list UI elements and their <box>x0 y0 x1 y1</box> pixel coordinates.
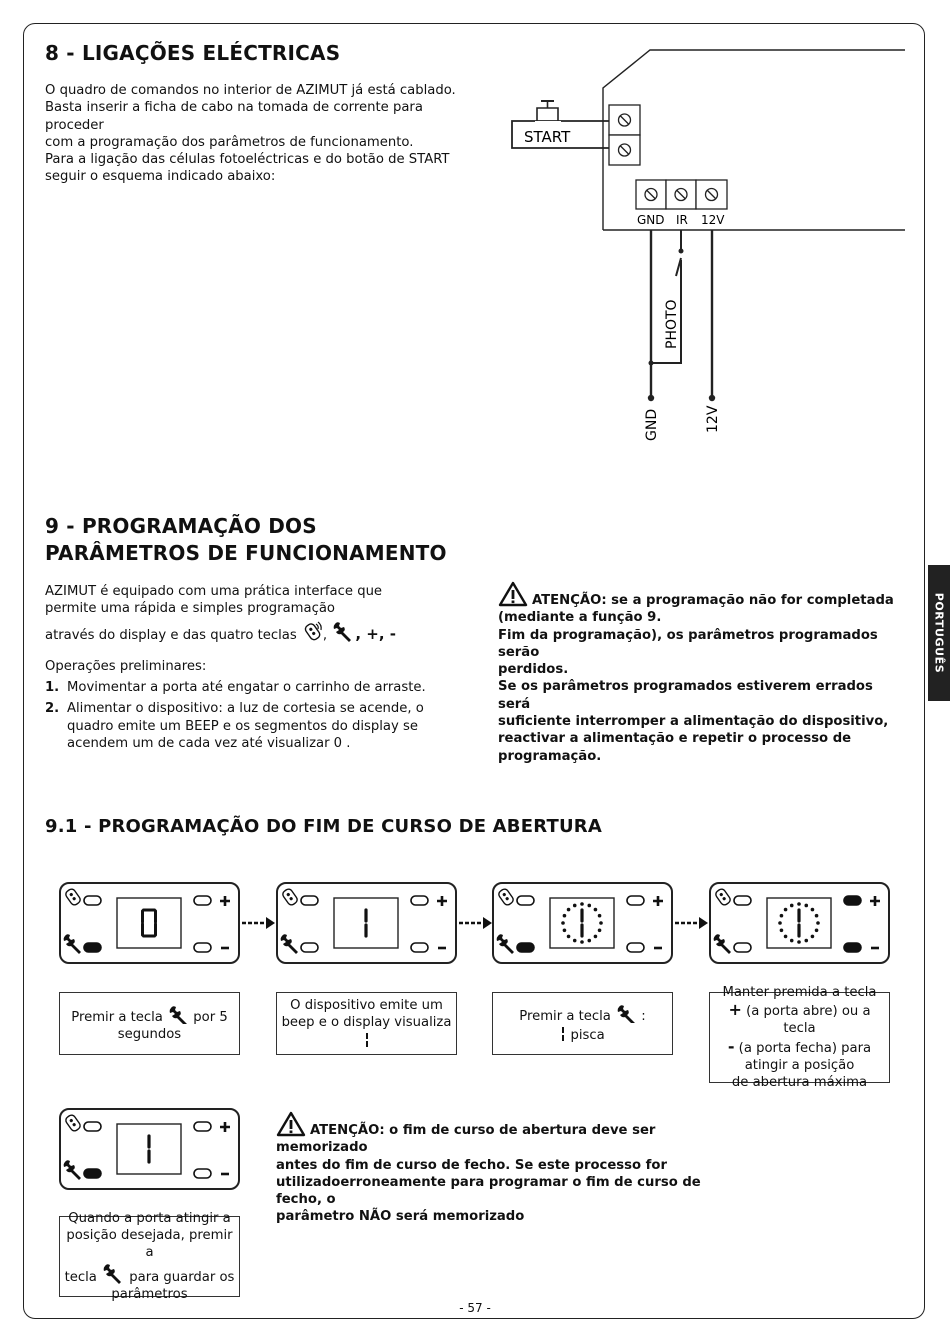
display <box>117 898 181 948</box>
panel-sequence <box>0 878 950 973</box>
blink-dot <box>790 904 794 908</box>
blink-dot <box>784 935 788 939</box>
blink-dot <box>567 935 571 939</box>
blink-dot <box>573 939 577 943</box>
wrench-icon <box>167 1004 189 1024</box>
blink-dot <box>778 921 782 925</box>
digit-one-icon <box>560 1026 566 1042</box>
section-8-title: 8 - LIGAÇÕES ELÉCTRICAS <box>45 41 341 65</box>
caption-step-3: Premir a tecla : pisca <box>492 992 673 1055</box>
blink-dot <box>573 904 577 908</box>
caption-step-4: Manter premida a tecla + (a porta abre) ou a tecla - (a porta fecha) para atingir a posição de abertura máxima <box>709 992 890 1083</box>
remote-indicator <box>84 896 101 905</box>
display <box>117 1124 181 1174</box>
terminal-label-gnd: GND <box>637 213 665 227</box>
title-line: PARÂMETROS DE FUNCIONAMENTO <box>45 541 447 565</box>
text-line: Para a ligação das células fotoeléctricas e do botão de START <box>45 152 450 168</box>
plus-indicator <box>194 1122 211 1131</box>
caption-final: Quando a porta atingir a posição desejada, premir a tecla para guardar os parâmetros <box>59 1216 240 1297</box>
text-line: permite uma rápida e simples programação <box>45 601 335 617</box>
control-panel <box>60 883 239 963</box>
warning-end-stop: ATENÇÃO: o fim de curso de abertura deve ser memorizado antes do fim de curso de fecho. Se este processo for utilizadoerroneamente para programar o fim de curso de fecho, o parâmetro NÃO será memorizado <box>276 1111 746 1226</box>
blink-dot <box>780 914 784 918</box>
wrench-icon <box>331 620 355 642</box>
minus-indicator <box>194 943 211 952</box>
wrench-indicator <box>734 943 751 952</box>
blink-dot <box>815 928 819 932</box>
warning-icon <box>498 581 528 607</box>
control-panel <box>60 1109 239 1189</box>
wrench-indicator <box>84 943 101 952</box>
minus-indicator <box>194 1169 211 1178</box>
control-panel <box>710 883 889 963</box>
blink-dot <box>594 908 598 912</box>
list-item: 1. Movimentar a porta até engatar o carrinho de arraste. <box>45 680 426 696</box>
blink-dot <box>811 908 815 912</box>
blink-dot <box>587 939 591 943</box>
blink-dot <box>580 902 584 906</box>
blink-dot <box>580 940 584 944</box>
remote-indicator <box>734 896 751 905</box>
blink-dot <box>790 939 794 943</box>
text-line: AZIMUT é equipado com uma prática interface que <box>45 584 383 599</box>
text-line: seguir o esquema indicado abaixo: <box>45 169 276 185</box>
control-panel <box>277 883 456 963</box>
blink-dot <box>563 914 567 918</box>
blink-dot <box>804 939 808 943</box>
display <box>334 898 398 948</box>
ops-list <box>45 679 450 752</box>
blink-dot <box>599 921 603 925</box>
blink-dot <box>563 928 567 932</box>
remote-indicator <box>517 896 534 905</box>
page-number: - 57 - <box>459 1301 491 1315</box>
wrench-icon <box>101 1262 125 1284</box>
text-line: através do display e das quatro teclas , , +, - <box>45 620 465 644</box>
remote-key-icon <box>301 620 323 642</box>
minus-indicator <box>411 943 428 952</box>
text-line: Basta inserir a ficha de cabo na tomada de corrente para proceder <box>45 100 423 133</box>
blink-dot <box>561 921 565 925</box>
caption-step-1: Premir a tecla por 5 segundos <box>59 992 240 1055</box>
wrench-indicator <box>84 1169 101 1178</box>
blink-dot <box>811 935 815 939</box>
blink-dot <box>784 908 788 912</box>
final-panel <box>0 1106 260 1192</box>
photo-label: PHOTO <box>664 299 680 349</box>
remote-indicator <box>301 896 318 905</box>
title-line: 9 - PROGRAMAÇÃO DOS <box>45 514 317 538</box>
blink-dot <box>780 928 784 932</box>
wire-label-gnd: GND <box>644 408 660 441</box>
wire-label-12v: 12V <box>705 405 721 433</box>
language-tab: PORTUGUÊS <box>928 565 950 701</box>
blink-dot <box>598 928 602 932</box>
plus-indicator <box>627 896 644 905</box>
plus-indicator <box>194 896 211 905</box>
blink-dot <box>598 914 602 918</box>
minus-indicator <box>627 943 644 952</box>
arrow-right-icon <box>459 917 492 929</box>
blink-dot <box>594 935 598 939</box>
section-9-intro <box>45 583 465 756</box>
wrench-icon <box>615 1003 637 1023</box>
blink-dot <box>587 904 591 908</box>
section-9-1-title: 9.1 - PROGRAMAÇÃO DO FIM DE CURSO DE ABERTURA <box>45 816 602 837</box>
warning-programming: ATENÇÃO: se a programação não for completada (mediante a função 9. Fim da programação), os parâmetros programados serão perdidos. Se os parâmetros programados estiverem errados será suficiente interromper a alimentação do dispositivo, reactivar a alimentação e repetir o processo de programação. <box>498 581 898 765</box>
list-item: 2. Alimentar o dispositivo: a luz de cortesia se acende, o quadro emite um BEEP e os segmentos do display se acendem um de cada vez até visualizar 0 . <box>45 701 424 752</box>
arrow-right-icon <box>242 917 275 929</box>
text-line: com a programação dos parâmetros de funcionamento. <box>45 134 414 150</box>
control-panel <box>493 883 672 963</box>
wrench-indicator <box>301 943 318 952</box>
arrow-right-icon <box>675 917 708 929</box>
warning-icon <box>276 1111 306 1137</box>
start-label: START <box>524 128 571 146</box>
digit-one-icon <box>364 1032 370 1048</box>
wiring-diagram <box>0 0 950 460</box>
plus-indicator <box>844 896 861 905</box>
minus-indicator <box>844 943 861 952</box>
ops-title: Operações preliminares: <box>45 658 207 674</box>
blink-dot <box>797 940 801 944</box>
terminal-label-12v: 12V <box>701 213 725 227</box>
blink-dot <box>804 904 808 908</box>
section-9-title <box>45 513 447 567</box>
wrench-indicator <box>517 943 534 952</box>
remote-indicator <box>84 1122 101 1131</box>
start-button-contact <box>537 108 558 121</box>
plus-indicator <box>411 896 428 905</box>
blink-dot <box>797 902 801 906</box>
blink-dot <box>816 921 820 925</box>
blink-dot <box>815 914 819 918</box>
text-line: O quadro de comandos no interior de AZIMUT já está cablado. <box>45 83 456 98</box>
terminal-label-ir: IR <box>676 213 688 227</box>
caption-step-2: O dispositivo emite um beep e o display visualiza <box>276 992 457 1055</box>
blink-dot <box>567 908 571 912</box>
